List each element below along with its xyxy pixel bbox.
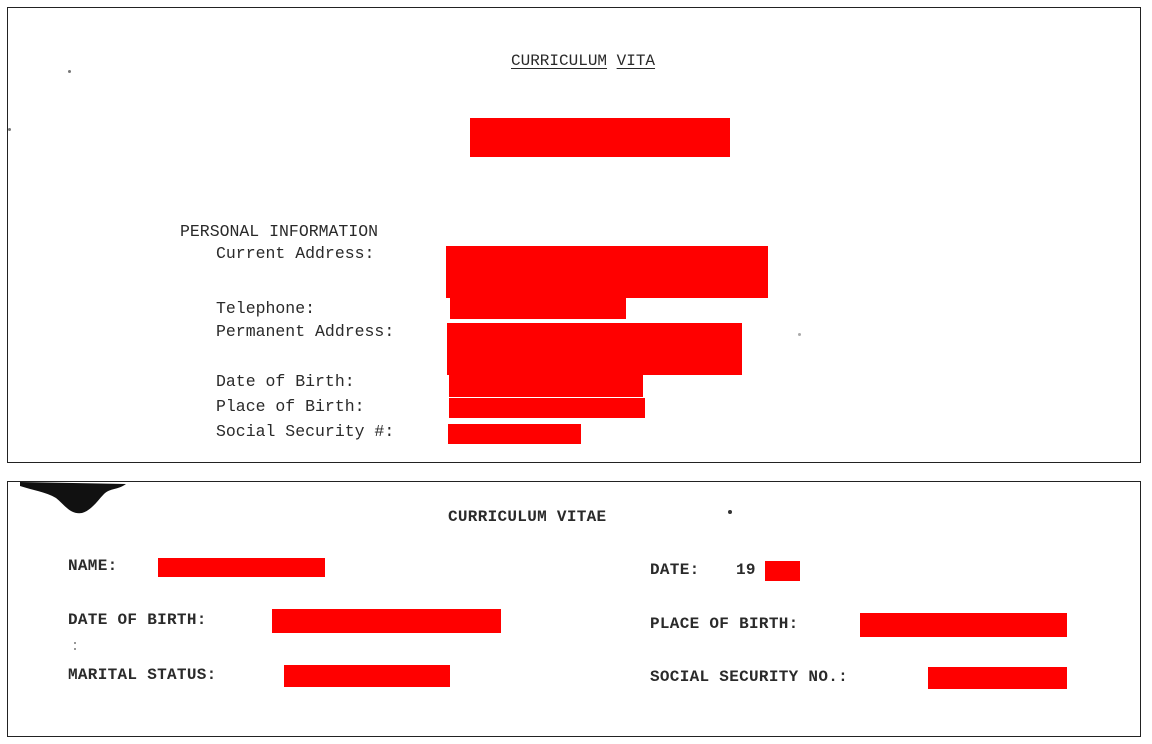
redacted-name xyxy=(158,558,325,577)
scan-speck xyxy=(74,642,76,644)
date-value-year-prefix: 19 xyxy=(736,561,756,579)
label-social-security: Social Security #: xyxy=(216,422,395,441)
redacted-date-of-birth xyxy=(272,609,501,633)
redacted-permanent-address xyxy=(447,323,742,375)
label-name: NAME: xyxy=(68,557,118,575)
scan-speck xyxy=(798,333,801,336)
redacted-place-of-birth xyxy=(449,398,645,418)
redacted-marital-status xyxy=(284,665,450,687)
label-place-of-birth: PLACE OF BIRTH: xyxy=(650,615,799,633)
label-social-security: SOCIAL SECURITY NO.: xyxy=(650,668,849,686)
document-title: CURRICULUM VITAE xyxy=(448,508,607,526)
label-place-of-birth: Place of Birth: xyxy=(216,397,365,416)
label-date-of-birth: DATE OF BIRTH: xyxy=(68,611,207,629)
redacted-social-security xyxy=(928,667,1067,689)
redacted-date-year xyxy=(765,561,800,581)
redacted-current-address xyxy=(446,246,768,298)
label-current-address: Current Address: xyxy=(216,244,375,263)
cv-document-top xyxy=(7,7,1141,463)
redacted-name xyxy=(470,118,730,157)
scan-speck xyxy=(8,128,11,131)
redacted-date-of-birth xyxy=(449,374,643,397)
label-marital-status: MARITAL STATUS: xyxy=(68,666,217,684)
label-date-of-birth: Date of Birth: xyxy=(216,372,355,391)
scan-speck xyxy=(68,70,71,73)
label-date: DATE: xyxy=(650,561,700,579)
scan-speck xyxy=(728,510,732,514)
redacted-place-of-birth xyxy=(860,613,1067,637)
redacted-telephone xyxy=(450,297,626,319)
cv-document-bottom xyxy=(7,481,1141,737)
section-heading-personal-information: PERSONAL INFORMATION xyxy=(180,222,379,241)
scan-speck xyxy=(74,648,76,650)
document-title: CURRICULUM VITA xyxy=(511,52,656,70)
label-telephone: Telephone: xyxy=(216,299,316,318)
ink-blot-mark xyxy=(18,480,128,516)
redacted-social-security xyxy=(448,424,581,444)
label-permanent-address: Permanent Address: xyxy=(216,322,395,341)
